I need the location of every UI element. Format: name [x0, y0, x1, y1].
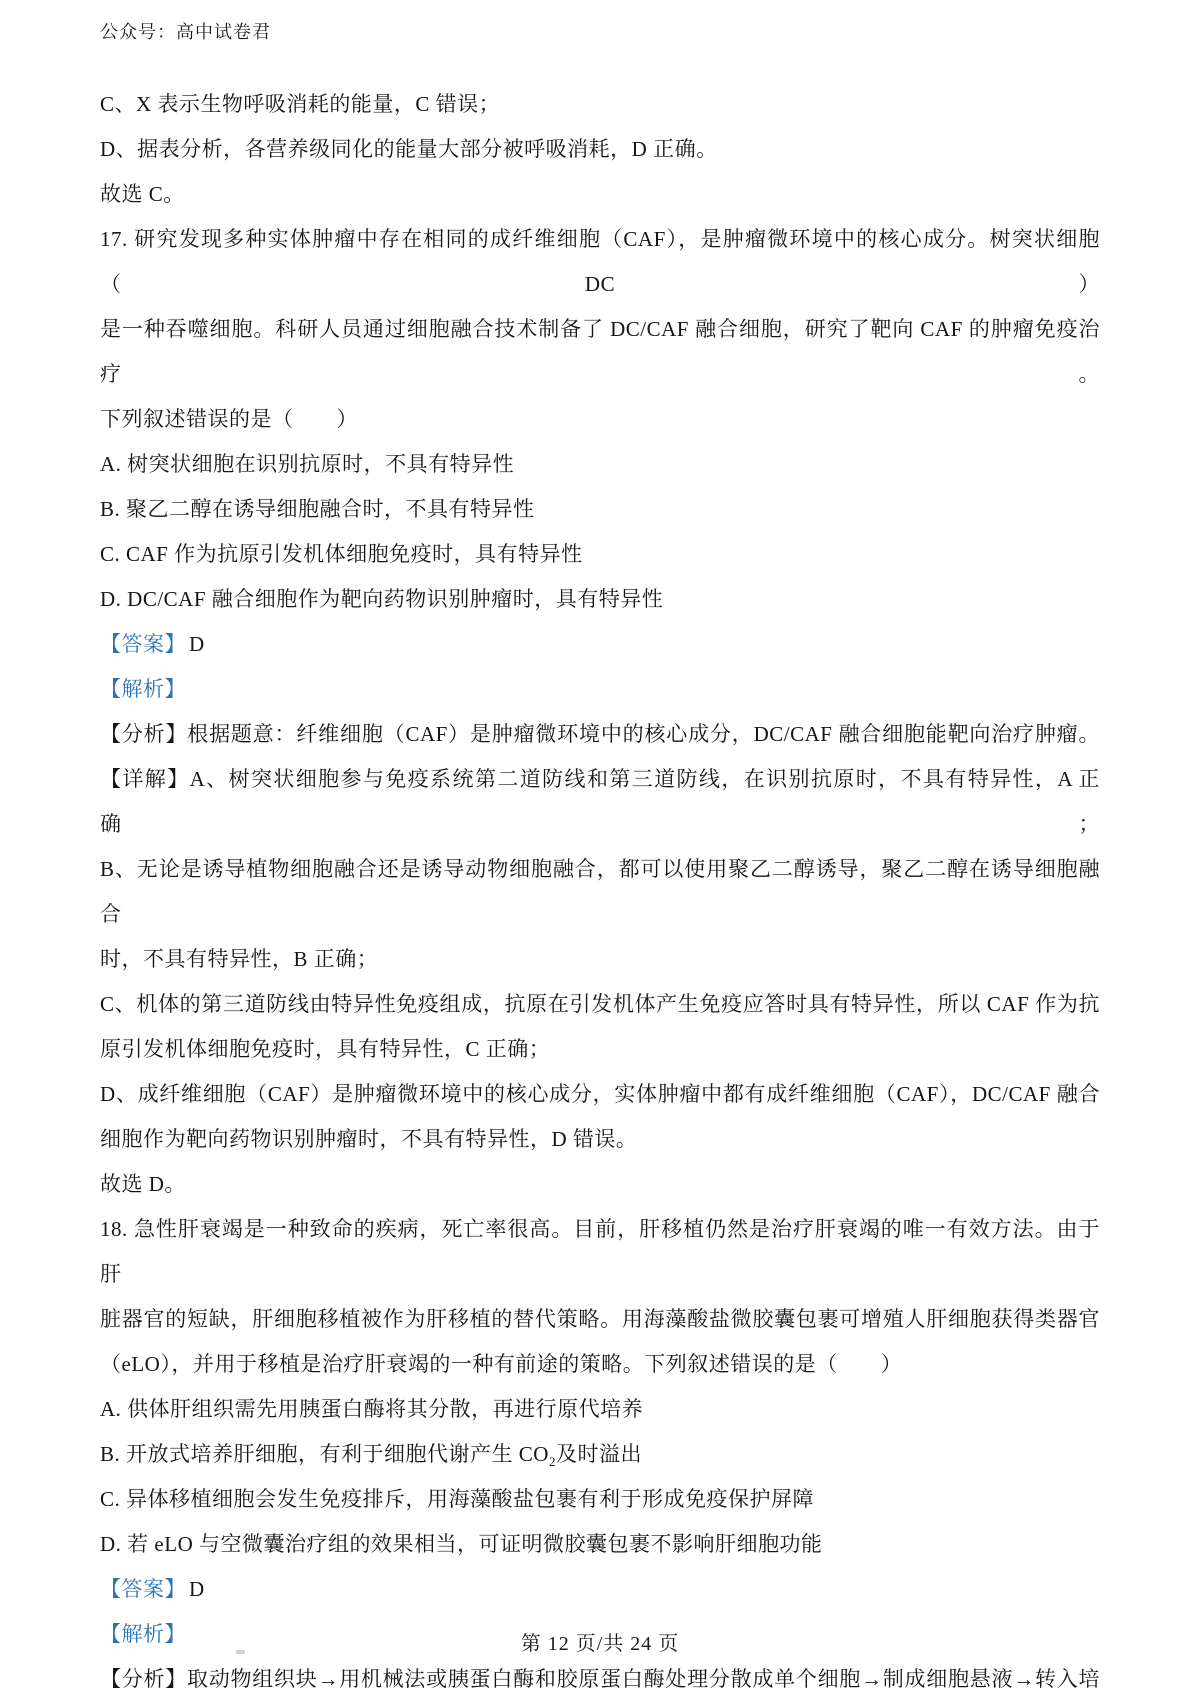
question-18-block — [100, 1207, 1100, 1698]
option-a-line: A. 树突状细胞在识别抗原时，不具有特异性 — [100, 452, 515, 476]
option-b-line: B. 聚乙二醇在诱导细胞融合时，不具有特异性 — [100, 497, 535, 521]
analysis-line: 【分析】取动物组织块→用机械法或胰蛋白酶和胶原蛋白酶处理分散成单个细胞→制成细胞悬液→转入培 — [100, 1667, 1100, 1691]
answer-value: D — [189, 632, 205, 656]
option-b-text-pre: B. 开放式培养肝细胞，有利于细胞代谢产生 CO — [100, 1442, 549, 1466]
answer-choice-line: 故选 D。 — [100, 1172, 186, 1196]
option-a-line: A. 供体肝组织需先用胰蛋白酶将其分散，再进行原代培养 — [100, 1397, 644, 1421]
answer-label: 【答案】 — [100, 1577, 186, 1601]
answer-value: D — [189, 1577, 205, 1601]
detail-line: D、成纤维细胞（CAF）是肿瘤微环境中的核心成分，实体肿瘤中都有成纤维细胞（CAF），DC/CAF 融合 — [100, 1082, 1100, 1106]
option-d-line: D. 若 eLO 与空微囊治疗组的效果相当，可证明微胶囊包裹不影响肝细胞功能 — [100, 1532, 823, 1556]
question-17-block — [100, 217, 1100, 1207]
option-c-line: C. CAF 作为抗原引发机体细胞免疫时，具有特异性 — [100, 542, 583, 566]
detail-line: 细胞作为靶向药物识别肿瘤时，不具有特异性，D 错误。 — [100, 1127, 638, 1151]
question-16-explanation-tail — [100, 82, 1100, 217]
analysis-label: 【解析】 — [100, 677, 186, 701]
option-c-line: C. 异体移植细胞会发生免疫排斥，用海藻酸盐包裹有利于形成免疫保护屏障 — [100, 1487, 815, 1511]
answer-choice-line: 故选 C。 — [100, 182, 185, 206]
answer-line — [100, 622, 1100, 667]
question-stem-line: 18. 急性肝衰竭是一种致命的疾病，死亡率很高。目前，肝移植仍然是治疗肝衰竭的唯一有效方法。由于肝 — [100, 1217, 1100, 1286]
detail-line: 原引发机体细胞免疫时，具有特异性，C 正确； — [100, 1037, 551, 1061]
document-body — [100, 82, 1100, 1698]
page-header-wechat-account: 公众号：高中试卷君 — [100, 22, 271, 42]
question-stem-line: 17. 研究发现多种实体肿瘤中存在相同的成纤维细胞（CAF），是肿瘤微环境中的核心成分。树突状细胞（DC） — [100, 227, 1100, 296]
detail-line: C、机体的第三道防线由特异性免疫组成，抗原在引发机体产生免疫应答时具有特异性，所以 CAF 作为抗 — [100, 992, 1100, 1016]
analysis-label: 【解析】 — [100, 1622, 186, 1646]
question-stem-line: 脏器官的短缺，肝细胞移植被作为肝移植的替代策略。用海藻酸盐微胶囊包裹可增殖人肝细胞获得类器官 — [100, 1307, 1100, 1331]
detail-line: 时，不具有特异性，B 正确； — [100, 947, 379, 971]
option-b-line — [100, 1432, 1100, 1477]
question-stem-line: （eLO），并用于移植是治疗肝衰竭的一种有前途的策略。下列叙述错误的是（ ） — [100, 1352, 903, 1376]
co2-subscript: 2 — [548, 1454, 556, 1470]
answer-label: 【答案】 — [100, 632, 186, 656]
answer-line — [100, 1567, 1100, 1612]
analysis-line: 【分析】根据题意：纤维细胞（CAF）是肿瘤微环境中的核心成分，DC/CAF 融合细胞能靶向治疗肿瘤。 — [100, 722, 1100, 746]
text-line: D、据表分析，各营养级同化的能量大部分被呼吸消耗，D 正确。 — [100, 137, 718, 161]
analysis-header-line — [100, 667, 1100, 712]
question-stem-line: 是一种吞噬细胞。科研人员通过细胞融合技术制备了 DC/CAF 融合细胞，研究了靶向 CAF 的肿瘤免疫治疗。 — [100, 317, 1100, 386]
detail-line: 【详解】A、树突状细胞参与免疫系统第二道防线和第三道防线，在识别抗原时，不具有特异性，A 正确； — [100, 767, 1100, 836]
detail-line: B、无论是诱导植物细胞融合还是诱导动物细胞融合，都可以使用聚乙二醇诱导，聚乙二醇在诱导细胞融合 — [100, 857, 1100, 926]
option-d-line: D. DC/CAF 融合细胞作为靶向药物识别肿瘤时，具有特异性 — [100, 587, 664, 611]
option-b-text-post: 及时溢出 — [555, 1442, 642, 1466]
page-number-footer: 第 12 页/共 24 页 — [520, 1633, 680, 1655]
question-stem-line: 下列叙述错误的是（ ） — [100, 407, 358, 431]
text-line: C、X 表示生物呼吸消耗的能量，C 错误； — [100, 92, 501, 116]
